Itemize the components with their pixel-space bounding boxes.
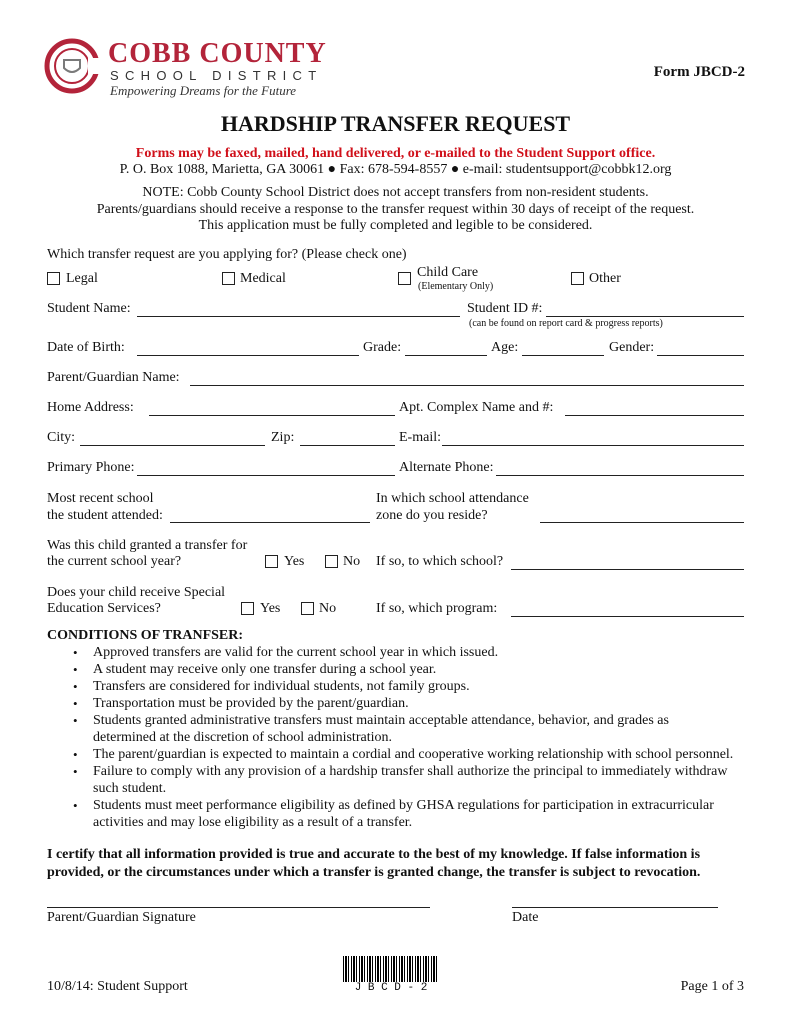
district-seal-icon xyxy=(44,38,100,94)
zone-label-1: In which school attendance xyxy=(376,491,529,506)
granted-yes-label: Yes xyxy=(284,554,305,569)
granted-no-label: No xyxy=(343,554,361,569)
sped-yes-label: Yes xyxy=(260,601,281,616)
dob-label: Date of Birth: xyxy=(47,340,125,355)
childcare-note: (Elementary Only) xyxy=(418,281,494,292)
gender-field[interactable] xyxy=(657,355,744,356)
alt-phone-field[interactable] xyxy=(496,475,744,476)
condition-item: • Students must meet performance eligibility as defined by GHSA regulations for participation in extracurricular activities and may lose eligibility as a result of a transfer. xyxy=(93,797,733,831)
sped-no-label: No xyxy=(319,601,337,616)
district-logo xyxy=(44,38,344,102)
zone-field[interactable] xyxy=(540,522,744,523)
sped-label-1: Does your child receive Special xyxy=(47,585,226,600)
condition-item: • Approved transfers are valid for the current school year in which issued. xyxy=(93,644,791,661)
age-field[interactable] xyxy=(522,355,604,356)
certification-statement: I certify that all information provided is true and accurate to the best of my knowledge. If false information is provided, or the circumstances under which a transfer is granted change, the transfer is subject to revocation. xyxy=(47,847,701,880)
contact-line: P. O. Box 1088, Marietta, GA 30061 ● Fax: 678-594-8557 ● e-mail: studentsupport@cobbk12.org xyxy=(119,162,672,177)
student-name-label: Student Name: xyxy=(47,301,131,316)
page-number: Page 1 of 3 xyxy=(680,979,744,994)
alt-phone-label: Alternate Phone: xyxy=(399,460,494,475)
logo-tagline: Empowering Dreams for the Future xyxy=(110,83,297,98)
city-label: City: xyxy=(47,430,76,445)
page-title: HARDSHIP TRANSFER REQUEST xyxy=(220,111,571,136)
recent-school-label-2: the student attended: xyxy=(47,508,163,523)
primary-phone-label: Primary Phone: xyxy=(47,460,135,475)
which-school-field[interactable] xyxy=(511,569,744,570)
which-program-label: If so, which program: xyxy=(376,601,498,616)
other-checkbox[interactable] xyxy=(571,272,584,285)
note-line-2: Parents/guardians should receive a response to the transfer request within 30 days of receipt of the request. xyxy=(96,202,695,217)
student-id-field[interactable] xyxy=(546,316,744,317)
condition-item: • Students granted administrative transfers must maintain acceptable attendance, behavior, and grades as determined at the discretion of school administration. xyxy=(93,712,723,746)
condition-item: • A student may receive only one transfer during a school year. xyxy=(93,661,791,678)
submission-notice: Forms may be faxed, mailed, hand delivered, or e-mailed to the Student Support office. xyxy=(135,146,656,161)
grade-label: Grade: xyxy=(363,340,402,355)
condition-item: • Failure to comply with any provision of a hardship transfer shall authorize the principal to immediately withdraw such student. xyxy=(93,763,743,797)
grade-field[interactable] xyxy=(405,355,487,356)
conditions-title: CONDITIONS OF TRANFSER: xyxy=(47,628,244,643)
apt-label: Apt. Complex Name and #: xyxy=(399,400,554,415)
granted-label-2: the current school year? xyxy=(47,554,182,569)
medical-label: Medical xyxy=(240,271,286,286)
zip-label: Zip: xyxy=(271,430,295,445)
sped-yes-checkbox[interactable] xyxy=(241,602,254,615)
other-label: Other xyxy=(589,271,621,286)
zip-field[interactable] xyxy=(300,445,395,446)
home-address-label: Home Address: xyxy=(47,400,134,415)
zone-label-2: zone do you reside? xyxy=(376,508,488,523)
transfer-type-question: Which transfer request are you applying for? (Please check one) xyxy=(47,247,407,262)
note-line-1: NOTE: Cobb County School District does not accept transfers from non-resident students. xyxy=(142,185,649,200)
form-id: Form JBCD-2 xyxy=(653,64,745,80)
granted-no-checkbox[interactable] xyxy=(325,555,338,568)
sped-label-2: Education Services? xyxy=(47,601,161,616)
parent-name-field[interactable] xyxy=(190,385,744,386)
childcare-label: Child Care xyxy=(417,265,479,280)
recent-school-label-1: Most recent school xyxy=(47,491,154,506)
legal-checkbox[interactable] xyxy=(47,272,60,285)
student-name-field[interactable] xyxy=(137,316,460,317)
date-label: Date xyxy=(512,910,539,925)
email-label: E-mail: xyxy=(399,430,441,445)
home-address-field[interactable] xyxy=(149,415,395,416)
apt-field[interactable] xyxy=(565,415,744,416)
granted-label-1: Was this child granted a transfer for xyxy=(47,538,248,553)
logo-name-line1: COBB COUNTY xyxy=(108,38,327,69)
logo-name-line2: SCHOOL DISTRICT xyxy=(110,68,323,83)
signature-label: Parent/Guardian Signature xyxy=(47,910,196,925)
note-line-3: This application must be fully completed and legible to be considered. xyxy=(198,218,593,233)
which-school-label: If so, to which school? xyxy=(376,554,504,569)
recent-school-field[interactable] xyxy=(170,522,370,523)
student-id-note: (can be found on report card & progress reports) xyxy=(469,318,663,329)
condition-item: • Transfers are considered for individual students, not family groups. xyxy=(93,678,791,695)
city-field[interactable] xyxy=(80,445,265,446)
barcode xyxy=(343,956,439,996)
student-id-label: Student ID #: xyxy=(467,301,543,316)
conditions-list xyxy=(47,644,791,831)
date-field[interactable] xyxy=(512,907,718,908)
signature-field[interactable] xyxy=(47,907,430,908)
legal-label: Legal xyxy=(66,271,98,286)
dob-field[interactable] xyxy=(137,355,359,356)
childcare-checkbox[interactable] xyxy=(398,272,411,285)
parent-name-label: Parent/Guardian Name: xyxy=(47,370,180,385)
age-label: Age: xyxy=(491,340,519,355)
email-field[interactable] xyxy=(442,445,744,446)
condition-item: • The parent/guardian is expected to maintain a cordial and cooperative working relationship with school personnel. xyxy=(93,746,791,763)
barcode-bars xyxy=(343,956,439,982)
gender-label: Gender: xyxy=(609,340,655,355)
footer-left: 10/8/14: Student Support xyxy=(47,979,188,994)
primary-phone-field[interactable] xyxy=(137,475,395,476)
sped-no-checkbox[interactable] xyxy=(301,602,314,615)
barcode-text: J B C D - 2 xyxy=(354,982,428,994)
condition-item: • Transportation must be provided by the parent/guardian. xyxy=(93,695,791,712)
granted-yes-checkbox[interactable] xyxy=(265,555,278,568)
which-program-field[interactable] xyxy=(511,616,744,617)
medical-checkbox[interactable] xyxy=(222,272,235,285)
